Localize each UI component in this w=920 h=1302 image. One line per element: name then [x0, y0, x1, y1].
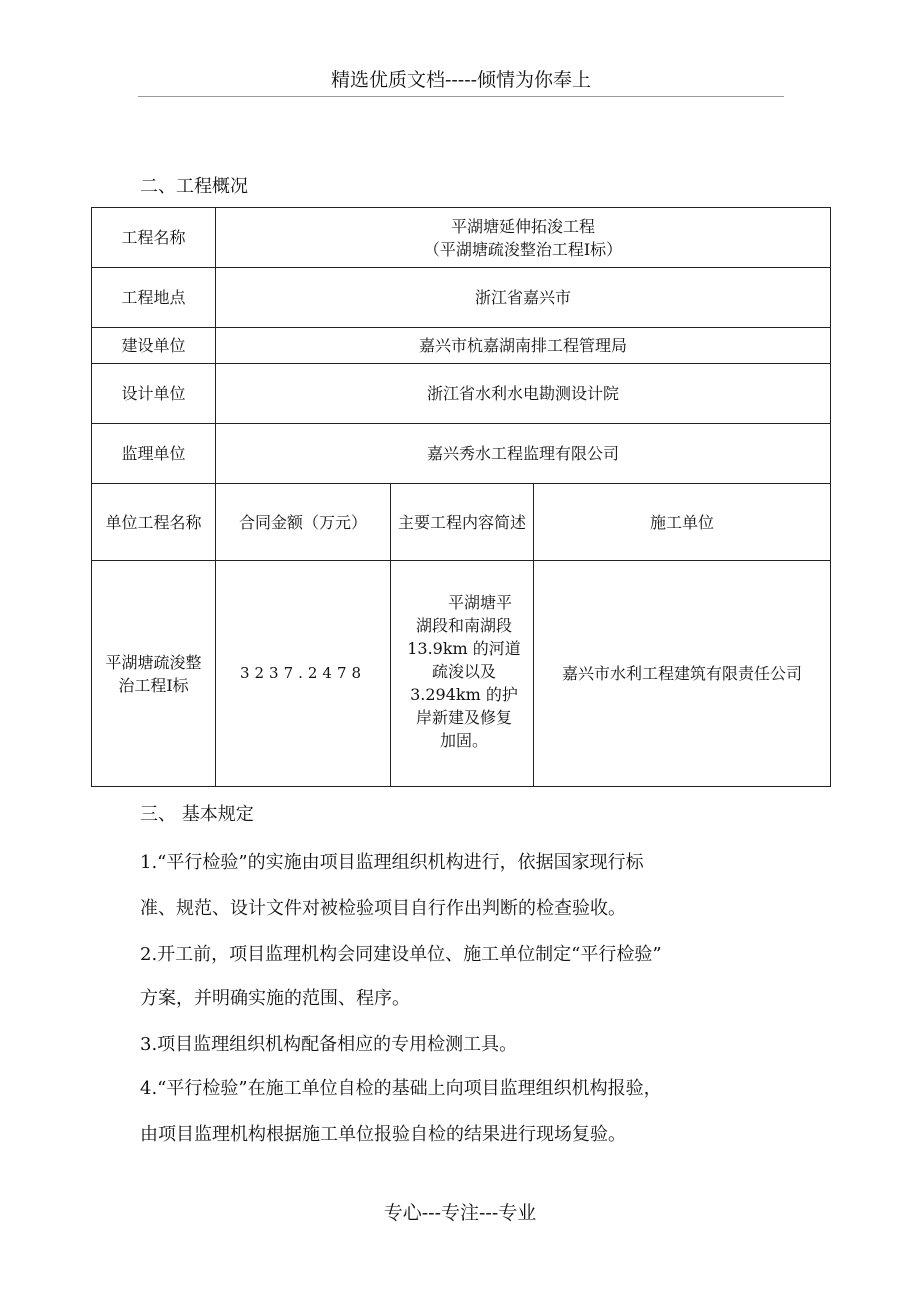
header-amount: 合同金额（万元） — [216, 484, 391, 561]
table-row — [92, 424, 831, 484]
content-line: 疏浚以及 — [431, 662, 496, 681]
contractor-value: 嘉兴市水利工程建筑有限责任公司 — [534, 561, 831, 787]
header-content: 主要工程内容简述 — [391, 484, 534, 561]
section-title-rules: 三、 基本规定 — [140, 804, 254, 825]
table-row — [92, 208, 831, 268]
rule-paragraph-line: 由项目监理机构根据施工单位报验自检的结果进行现场复验。 — [140, 1124, 626, 1145]
project-name-value — [216, 208, 831, 268]
rule-paragraph-line: 2.开工前，项目监理机构会同建设单位、施工单位制定“平行检验” — [140, 944, 662, 965]
supervisor-value: 嘉兴秀水工程监理有限公司 — [216, 424, 831, 484]
rule-paragraph-line: 4.“平行检验”在施工单位自检的基础上向项目监理组织机构报验， — [140, 1078, 662, 1099]
content-line: 平湖塘平 — [447, 593, 512, 612]
header-contractor: 施工单位 — [534, 484, 831, 561]
rule-paragraph-line: 3.项目监理组织机构配备相应的专用检测工具。 — [140, 1034, 518, 1055]
content-line: 3.294km 的护 — [410, 685, 518, 704]
amount-value: 3237.2478 — [216, 561, 391, 787]
rule-paragraph-line: 方案，并明确实施的范围、程序。 — [140, 988, 410, 1009]
table-row — [92, 268, 831, 328]
table-row — [92, 328, 831, 364]
page-header: 精选优质文档-----倾情为你奉上 — [138, 66, 784, 97]
page-footer: 专心---专注---专业 — [383, 1202, 537, 1224]
header-unit-name: 单位工程名称 — [92, 484, 216, 561]
owner-value: 嘉兴市杭嘉湖南排工程管理局 — [216, 328, 831, 364]
project-name-label: 工程名称 — [92, 208, 216, 268]
unit-name-value: 平湖塘疏浚整治工程Ⅰ标 — [92, 561, 216, 787]
project-overview-table — [91, 207, 831, 787]
content-line: 岸新建及修复 — [415, 708, 512, 727]
designer-label: 设计单位 — [92, 364, 216, 424]
content-value — [391, 561, 534, 787]
owner-label: 建设单位 — [92, 328, 216, 364]
designer-value: 浙江省水利水电勘测设计院 — [216, 364, 831, 424]
rule-paragraph-line: 准、规范、设计文件对被检验项目自行作出判断的检查验收。 — [140, 898, 626, 919]
rule-paragraph-line: 1.“平行检验”的实施由项目监理组织机构进行，依据国家现行标 — [140, 852, 644, 873]
content-line: 湖段和南湖段 — [415, 616, 512, 635]
content-line: 13.9km 的河道 — [407, 639, 521, 658]
project-name-line1: 平湖塘延伸拓浚工程 — [451, 216, 596, 236]
location-value: 浙江省嘉兴市 — [216, 268, 831, 328]
location-label: 工程地点 — [92, 268, 216, 328]
table-header-row — [92, 484, 831, 561]
table-row — [92, 561, 831, 787]
table-row — [92, 364, 831, 424]
content-line: 加固。 — [439, 731, 488, 750]
section-title-overview: 二、工程概况 — [140, 176, 248, 197]
project-name-line2: （平湖塘疏浚整治工程Ⅰ标） — [423, 239, 623, 259]
supervisor-label: 监理单位 — [92, 424, 216, 484]
